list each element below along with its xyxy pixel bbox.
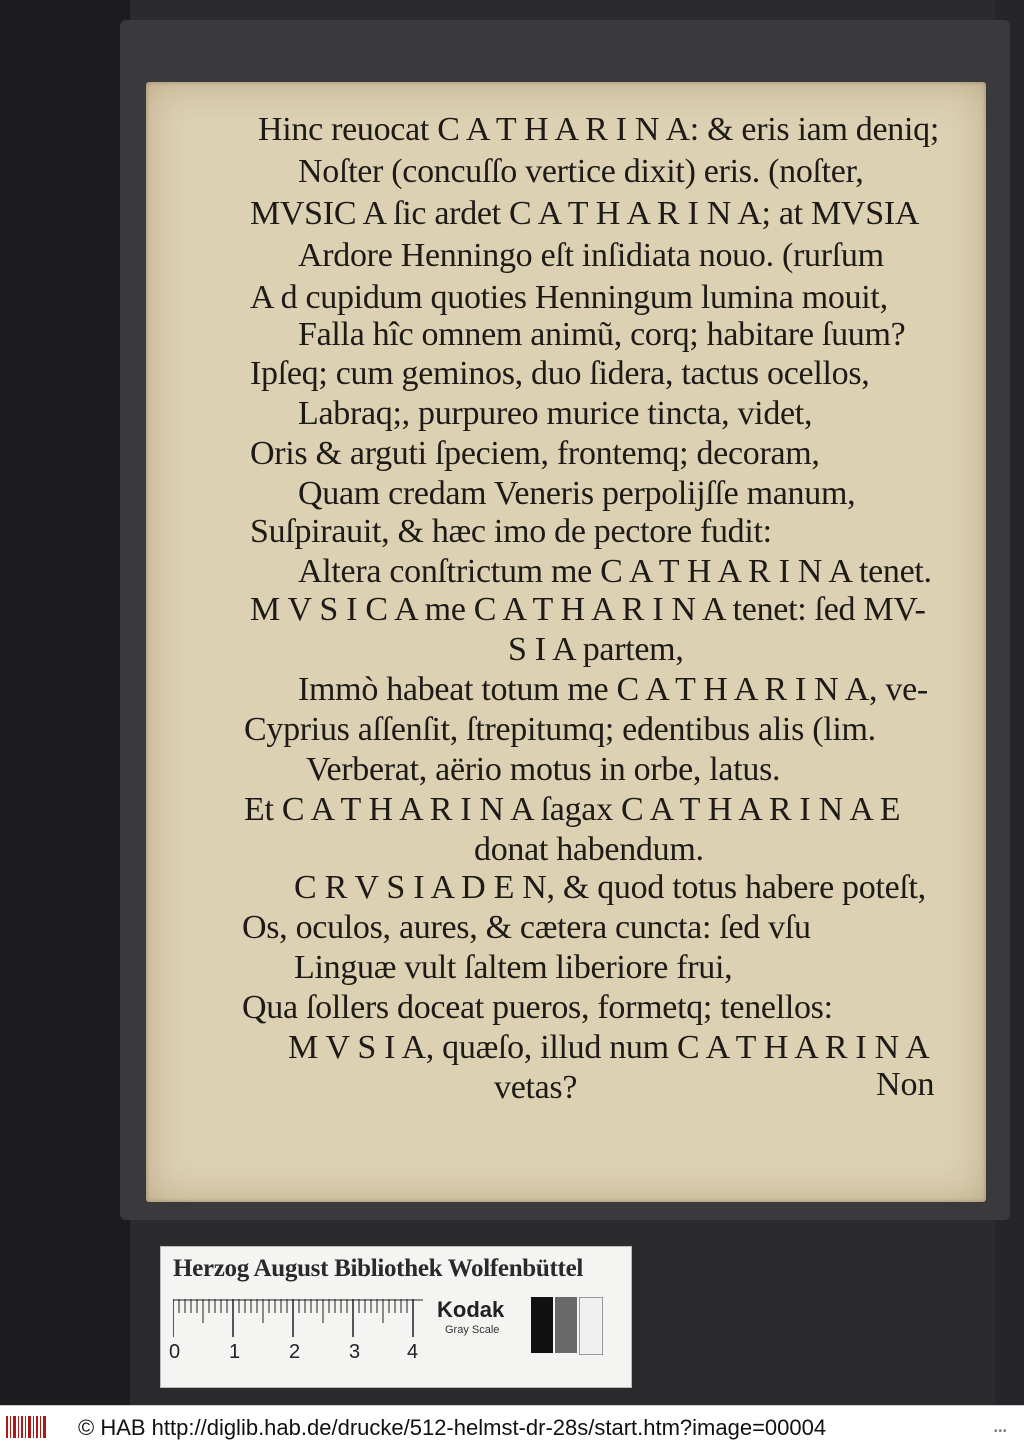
text-line: Hinc reuocat C A T H A R I N A: & eris iam deniq; (258, 111, 939, 148)
library-title: Herzog August Bibliothek Wolfenbüttel (173, 1255, 584, 1282)
ruler-label: 4 (407, 1341, 419, 1363)
dark-backdrop-left (0, 0, 130, 1405)
gray-swatch-white (579, 1297, 603, 1355)
text-line: M V S I A, quæſo, illud num C A T H A R I N A (288, 1029, 930, 1066)
text-line: Verberat, aërio motus in orbe, latus. (306, 751, 781, 788)
ruler-scale (173, 1299, 423, 1339)
ruler-label: 3 (349, 1341, 361, 1363)
text-line: Qua ſollers doceat pueros, formetq; tenellos: (242, 989, 833, 1026)
more-dots-icon: ••• (994, 1426, 1008, 1437)
text-line: donat habendum. (474, 831, 704, 868)
catchword: Non (876, 1066, 935, 1103)
text-line: Noſter (concuſſo vertice dixit) eris. (noſter, (298, 153, 864, 190)
text-line: Ardore Henningo eſt inſidiata nouo. (rurſum (298, 237, 884, 274)
gray-swatch-mid (555, 1297, 577, 1353)
text-line: Altera conſtrictum me C A T H A R I N A tenet. (298, 553, 932, 590)
text-line: Ipſeq; cum geminos, duo ſidera, tactus ocellos, (250, 355, 870, 392)
ruler-label: 2 (289, 1341, 301, 1363)
text-line: Suſpirauit, & hæc imo de pectore fudit: (250, 513, 772, 550)
text-line: A d cupidum quoties Henningum lumina mouit, (250, 279, 888, 316)
text-line: Et C A T H A R I N A ſagax C A T H A R I N A E (244, 791, 901, 828)
color-calibration-card (160, 1246, 632, 1388)
text-line: Labraq;, purpureo murice tincta, videt, (298, 395, 813, 432)
text-line: C R V S I A D E N, & quod totus habere poteſt, (294, 869, 926, 906)
copyright-url[interactable]: © HAB http://diglib.hab.de/drucke/512-helmst-dr-28s/start.htm?image=00004 (78, 1415, 827, 1440)
ruler-label: 1 (229, 1341, 241, 1363)
kodak-gray-scale-label: Gray Scale (445, 1324, 500, 1336)
text-line: Falla hîc omnem animũ, corq; habitare ſuum? (298, 316, 906, 353)
text-line: S I A partem, (508, 631, 684, 668)
text-line: Oris & arguti ſpeciem, frontemq; decoram, (250, 435, 820, 472)
gray-swatch-black (531, 1297, 553, 1353)
text-line: Os, oculos, aures, & cætera cuncta: ſed vſu (242, 909, 811, 946)
text-line: Cyprius aſſenſit, ſtrepitumq; edentibus alis (lim. (244, 711, 876, 748)
text-line: Quam credam Veneris perpolijſſe manum, (298, 475, 856, 512)
text-line: vetas? (494, 1069, 578, 1106)
footer-bar (0, 1405, 1024, 1448)
ruler-label: 0 (169, 1341, 181, 1363)
kodak-logo: Kodak (437, 1297, 505, 1322)
barcode-icon (6, 1414, 48, 1440)
text-line: Immò habeat totum me C A T H A R I N A, ve- (298, 671, 928, 708)
text-line: M V S I C A me C A T H A R I N A tenet: ſed MV- (250, 591, 926, 628)
book-page (146, 82, 986, 1202)
text-line: Linguæ vult ſaltem liberiore frui, (294, 949, 733, 986)
text-line: MVSIC A ſic ardet C A T H A R I N A; at MVSIA (250, 195, 920, 232)
